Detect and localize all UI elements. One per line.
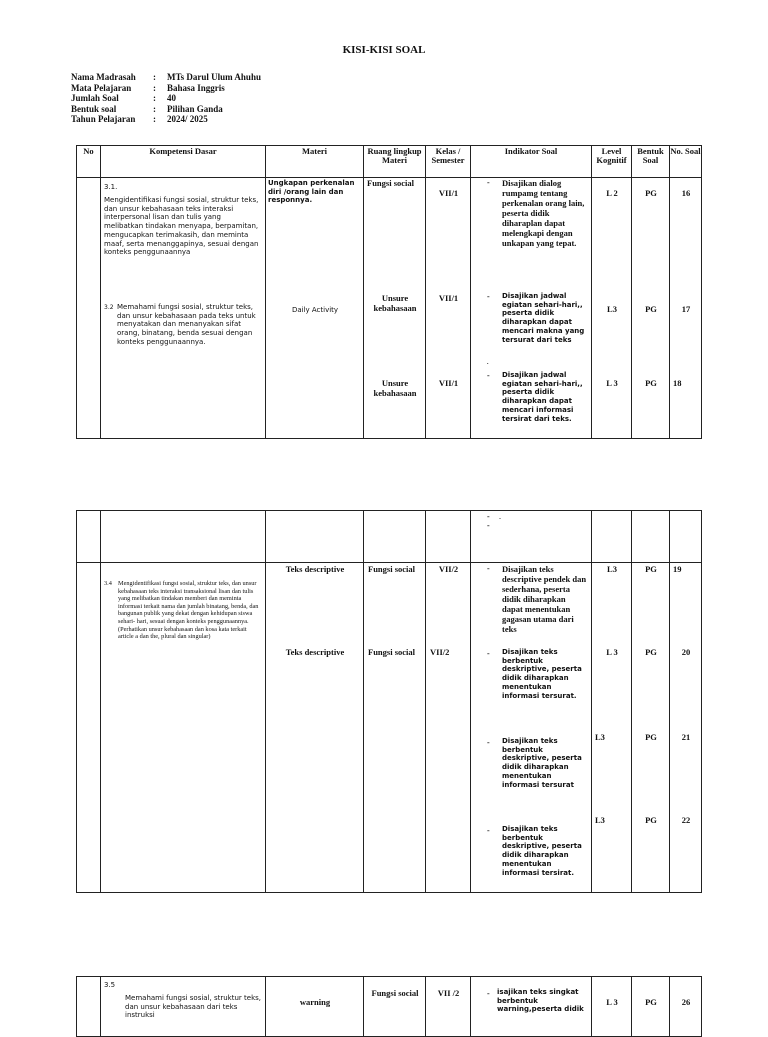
header-kelas: Kelas / Semester xyxy=(431,146,465,165)
kd-number: 3.2 xyxy=(104,304,114,311)
kelas-text: VII/2 xyxy=(430,647,450,657)
kd-number: 3.4 xyxy=(104,580,112,587)
header-bentuk: Bentuk Soal xyxy=(637,146,664,165)
table-row: 3.5 Memahami fungsi sosial, struktur teks, dan unsur kebahasaan dari teks instruksi warning Fungsi social VII /2 - isajikan teks singkat berbentuk warning,peserta didik L 3 PG 26 xyxy=(77,977,702,1037)
kd-number: 3.5 xyxy=(104,981,116,989)
level-text: L3 xyxy=(607,304,617,314)
kelas-text: VII/2 xyxy=(438,564,459,574)
header-nosoal: No. Soal xyxy=(670,146,701,156)
level-text: L 3 xyxy=(606,647,618,657)
info-block xyxy=(71,72,261,125)
info-row: Bentuk soal : Pilihan Ganda xyxy=(71,103,223,114)
materi-text: Teks descriptive xyxy=(285,564,345,574)
indikator-text: Disajikan jadwal egiatan sehari-hari,, peserta didik diharapkan dapat mencari makna yang tersurat dari teks xyxy=(502,292,585,344)
kisi-table-2 xyxy=(76,510,702,893)
indikator-text: Disajikan teks berbentuk deskriptive, peserta didik diharapkan menentukan informasi tersirat. xyxy=(502,825,582,877)
level-text: L3 xyxy=(595,732,605,742)
kd-text: Mengidentifikasi fungsi sosial, struktur teks, dan unsur kebahasaan teks interaksi transaksional lisan dan tulis yang melibatkan tindakan memberi dan meminta informasi terkait nama dan jumlah binatang, benda, dan bangunan publik yang dekat dengan kehidupan siswa sehari- hari, sesuai dengan konteks penggunaannya. (Perhatikan unsur kebahasaan dan kosa kata terkait article a dan the, plural dan singular) xyxy=(118,580,259,641)
kd-text: Memahami fungsi sosial, struktur teks, dan unsur kebahasaan dari teks instruksi xyxy=(125,994,261,1020)
header-kd: Kompetensi Dasar xyxy=(149,146,217,156)
kelas-text: VII/1 xyxy=(438,188,459,198)
info-row: Mata Pelajaran : Bahasa Inggris xyxy=(71,82,225,93)
kd-text: Mengidentifikasi fungsi sosial, struktur teks, dan unsur kebahasaan teks interaksi interpersonal lisan dan tulis yang melibatkan tindakan menyapa, berpamitan, mengucapkan terimakasih, dan meminta maaf, serta menanggapinya, sesuai dengan konteks penggunaannya xyxy=(104,196,259,257)
header-materi: Materi xyxy=(301,146,327,156)
table-header-row xyxy=(77,146,702,178)
level-text: L 3 xyxy=(606,378,618,388)
level-text: L 2 xyxy=(606,188,618,198)
level-text: L3 xyxy=(607,564,617,574)
info-row: Jumlah Soal : 40 xyxy=(71,93,176,103)
kd-text: Memahami fungsi sosial, struktur teks, dan unsur kebahasaan pada teks untuk menyatakan dan menanyakan sifat orang, binatang, benda sesuai dengan konteks penggunaannya. xyxy=(117,303,256,346)
bentuk-text: PG xyxy=(645,732,657,742)
bentuk-text: PG xyxy=(645,188,657,198)
kisi-table-1 xyxy=(76,145,702,439)
nosoal-text: 18 xyxy=(673,378,682,388)
header-ruang: Ruang lingkup Materi xyxy=(367,146,422,165)
indikator-text: Disajikan teks berbentuk deskriptive, peserta didik diharapkan menentukan informasi tersurat xyxy=(502,737,582,789)
nosoal-text: 16 xyxy=(681,188,691,198)
nosoal-text: 19 xyxy=(673,564,682,574)
ruang-text: Fungsi social xyxy=(368,564,415,574)
kisi-table-3 xyxy=(76,976,702,1037)
nosoal-text: 22 xyxy=(681,815,691,825)
kelas-text: VII /2 xyxy=(437,988,460,998)
bentuk-text: PG xyxy=(645,378,657,388)
nosoal-text: 17 xyxy=(681,304,691,314)
info-row: Tahun Pelajaran : 2024/ 2025 xyxy=(71,114,208,124)
indikator-text: Disajikan jadwal egiatan sehari-hari,, peserta didik diharapkan dapat mencari informasi tersirat dari teks. xyxy=(502,371,583,423)
nosoal-text: 26 xyxy=(681,997,691,1007)
level-text: L3 xyxy=(595,815,605,825)
ruang-text: Unsure kebahasaan xyxy=(373,378,417,398)
bentuk-text: PG xyxy=(645,304,657,314)
kelas-text: VII/1 xyxy=(438,293,459,303)
bentuk-text: PG xyxy=(645,564,657,574)
document-title: KISI-KISI SOAL xyxy=(342,44,426,56)
materi-text: Teks descriptive xyxy=(285,647,345,657)
level-text: L 3 xyxy=(606,997,618,1007)
ruang-text: Fungsi social xyxy=(367,178,414,188)
header-level: Level Kognitif xyxy=(596,146,627,165)
nosoal-text: 21 xyxy=(681,732,691,742)
indikator-text: Disajikan dialog rumpamg tentang perkenalan orang lain, peserta didik diharaplan dapat melengkapi dengan unkapan yang tepat. xyxy=(502,178,585,248)
bentuk-text: PG xyxy=(645,647,657,657)
materi-text: Ungkapan perkenalan diri /orang lain dan responnya. xyxy=(268,179,355,205)
indikator-text: Disajikan teks descriptive pendek dan sederhana, peserta didik diharapkan dapat menentukan gagasan utama dari teks xyxy=(502,564,587,634)
kelas-text: VII/1 xyxy=(438,378,459,388)
materi-text: warning xyxy=(299,997,331,1007)
info-row: Nama Madrasah : MTs Darul Ulum Ahuhu xyxy=(71,72,261,82)
indikator-text: Disajikan teks berbentuk deskriptive, peserta didik diharapkan menentukan informasi tersurat. xyxy=(502,648,582,700)
bentuk-text: PG xyxy=(645,997,657,1007)
header-no: No xyxy=(83,146,94,156)
ruang-text: Unsure kebahasaan xyxy=(373,293,417,313)
ruang-text: Fungsi social xyxy=(368,647,415,657)
bentuk-text: PG xyxy=(645,815,657,825)
kd-number: 3.1. xyxy=(104,183,118,191)
table-row: 3.4 Mengidentifikasi fungsi sosial, struktur teks, dan unsur kebahasaan teks interaksi transaksional lisan dan tulis yang melibatkan tindakan memberi dan meminta informasi terkait nama dan jumlah binatang, benda, dan bangunan publik yang dekat dengan kehidupan siswa sehari- hari, sesuai dengan konteks penggunaannya. (Perhatikan unsur kebahasaan dan kosa kata terkait article a dan the, plural dan singular) Teks descriptive Teks descriptive Fungsi social Fungsi social VII/2 VII/2 - Disajikan teks descriptive pendek dan sederhana, peserta didik diharapkan dapat menentukan gagasan utama dari teks - Disajikan teks berbentuk deskriptive, peserta didik diharapkan menentukan informasi tersurat. - Disajikan teks berbentuk deskriptive, peserta didik diharapkan menentukan informasi tersurat - Disajikan teks berbentuk deskriptive, peserta didik diharapkan menentukan informasi tersirat. L3 L 3 L3 L3 PG PG PG PG 19 20 21 22 xyxy=(77,563,702,893)
table-row: - . - xyxy=(77,511,702,563)
header-indikator: Indikator Soal xyxy=(504,146,558,156)
materi-text: Daily Activity xyxy=(291,306,339,314)
nosoal-text: 20 xyxy=(681,647,691,657)
table-row: 3.1. Mengidentifikasi fungsi sosial, struktur teks, dan unsur kebahasaan teks interaksi interpersonal lisan dan tulis yang melibatkan tindakan menyapa, berpamitan, mengucapkan terimakasih, dan meminta maaf, serta menanggapinya, sesuai dengan konteks penggunaannya 3.2 Memahami fungsi sosial, struktur teks, dan unsur kebahasaan pada teks untuk menyatakan dan menanyakan sifat orang, binatang, benda sesuai dengan konteks penggunaannya. Ungkapan perkenalan diri /orang lain dan responnya. Daily Activity Fungsi social Unsure kebahasaan Unsure kebahasaan VII/1 VII/1 VII/1 - Disajikan dialog rumpamg tentang perkenalan orang lain, peserta didik diharaplan dapat melengkapi dengan unkapan yang tepat. - Disajikan jadwal egiatan sehari-hari,, peserta didik diharapkan dapat mencari makna yang tersurat dari teks . - Disajikan jadwal egiatan sehari-hari,, peserta didik diharapkan dapat mencari informasi tersirat dari teks. L 2 L3 L 3 PG PG PG 16 17 18 xyxy=(77,178,702,439)
indikator-text: isajikan teks singkat berbentuk warning,peserta didik xyxy=(497,988,584,1014)
ruang-text: Fungsi social xyxy=(371,988,419,998)
